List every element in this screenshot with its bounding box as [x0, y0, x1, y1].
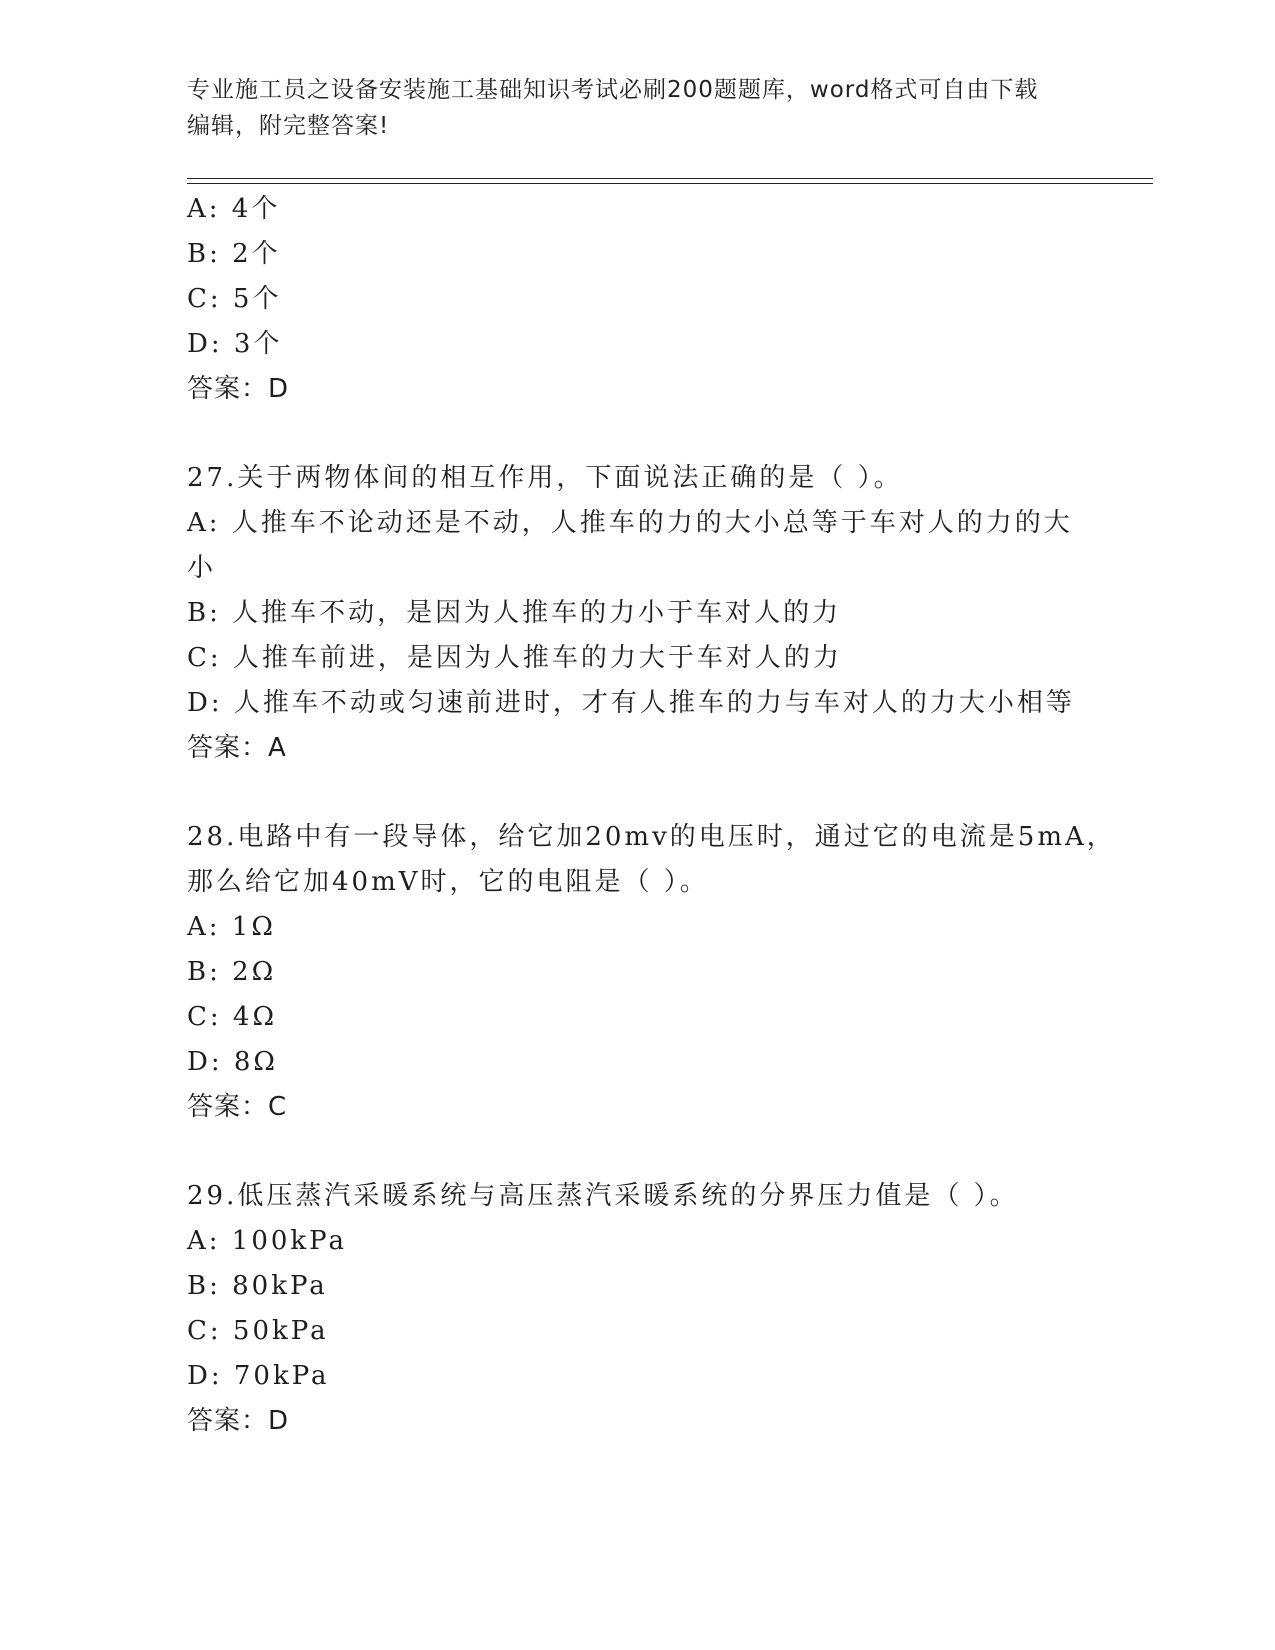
- header-divider-bottom: [187, 183, 1153, 184]
- q29-question: 29.低压蒸汽采暖系统与高压蒸汽采暖系统的分界压力值是（ ）。: [187, 1181, 1019, 1211]
- q29-option-b: B: 80kPa: [187, 1271, 328, 1301]
- q27-option-a-continued: 小: [187, 553, 217, 583]
- header-title-line-2: 编辑，附完整答案!: [187, 113, 390, 139]
- q26-option-d: D: 3个: [187, 329, 283, 359]
- q26-option-c: C: 5个: [187, 284, 282, 314]
- header-divider-top: [187, 178, 1153, 179]
- document-header: [187, 72, 1067, 144]
- q29-option-d: D: 70kPa: [187, 1361, 330, 1391]
- q28-question-line-1: 28.电路中有一段导体，给它加20mv的电压时，通过它的电流是5mA，: [187, 822, 1116, 852]
- q26-option-b: B: 2个: [187, 239, 281, 269]
- q27-option-c: C: 人推车前进，是因为人推车的力大于车对人的力: [187, 643, 842, 673]
- q26-option-a: A: 4个: [187, 194, 281, 224]
- q29-option-c: C: 50kPa: [187, 1316, 329, 1346]
- q26-answer: 答案：D: [187, 374, 290, 404]
- q28-option-d: D: 8Ω: [187, 1047, 278, 1077]
- q28-option-c: C: 4Ω: [187, 1002, 278, 1032]
- q29-answer: 答案：D: [187, 1406, 290, 1436]
- q28-option-b: B: 2Ω: [187, 957, 277, 987]
- q28-answer: 答案：C: [187, 1092, 288, 1122]
- q27-option-d: D: 人推车不动或匀速前进时，才有人推车的力与车对人的力大小相等: [187, 688, 1075, 718]
- header-title-line-1: 专业施工员之设备安装施工基础知识考试必刷200题题库，word格式可自由下载: [187, 77, 1039, 103]
- q29-option-a: A: 100kPa: [187, 1226, 348, 1256]
- q28-question-line-2: 那么给它加40mV时，它的电阻是（ ）。: [187, 867, 709, 897]
- q27-option-a: A: 人推车不论动还是不动，人推车的力的大小总等于车对人的力的大: [187, 508, 1073, 538]
- q28-option-a: A: 1Ω: [187, 912, 276, 942]
- q27-option-b: B: 人推车不动，是因为人推车的力小于车对人的力: [187, 598, 842, 628]
- q27-answer: 答案：A: [187, 733, 287, 763]
- q27-question: 27.关于两物体间的相互作用，下面说法正确的是（ ）。: [187, 463, 903, 493]
